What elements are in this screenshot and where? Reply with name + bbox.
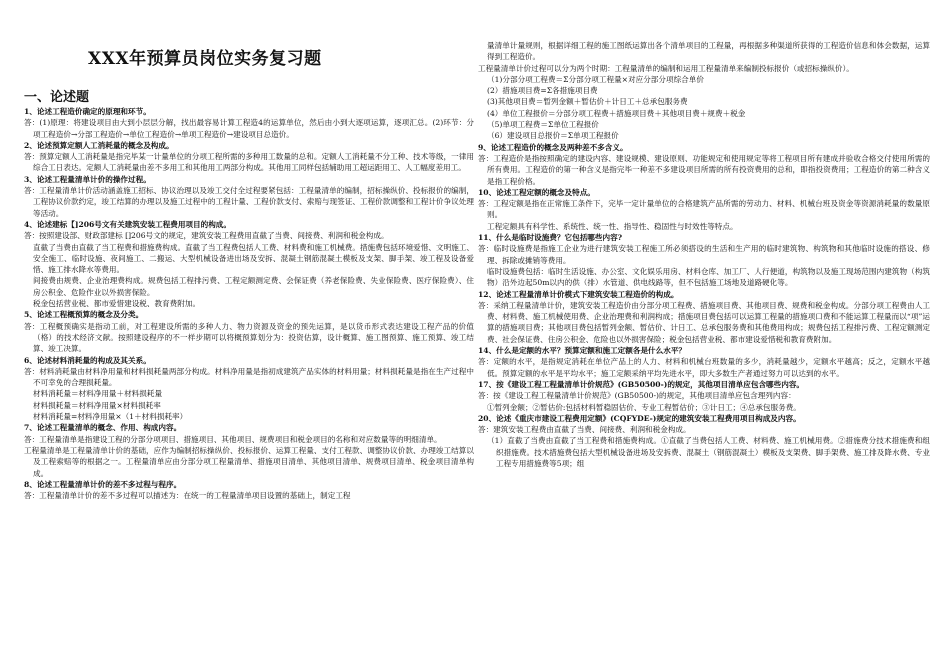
right-answer-paragraph: 答：建筑安装工程费由直截了当费、间接费、利润和税金构成。 bbox=[478, 425, 691, 435]
left-question-heading: 8、论述工程量清单计价的差不多过程与程序。 bbox=[24, 479, 182, 489]
right-answer-paragraph: 答：按《建设工程工程量清单计价规范》(GB50500-)的规定，其他项目清单应包含理列内容： bbox=[478, 391, 796, 401]
left-indented-paragraph: 间接费由规费、企业治理费构成。规费包括工程排污费、工程定额测定费、会保证费（养老保险费、失业保险费、医疗保险费）、住房公积金、危险作业以外损害保险。 bbox=[33, 276, 474, 297]
left-formula-line: 材料损耗量＝材料净用量×材料损耗率 bbox=[33, 400, 161, 410]
left-question-heading: 3、论述工程量清单计价的操作过程。 bbox=[24, 174, 151, 184]
right-question-heading: 20、论述《重庆市建设工程费用定额》(CQFYDE-)规定的建筑安装工程费用项目构成及内容。 bbox=[478, 413, 801, 423]
right-answer-paragraph: 答：临时设施费是指施工企业为进行建筑安装工程施工所必须搭设的生活和生产用的临时建筑物、构筑物和其他临时设施的搭设、修理、拆除或摊销等费用。 bbox=[478, 244, 930, 265]
left-indented-paragraph: 直截了当费由直截了当工程费和措施费构成。直截了当工程费包括人工费、材料费和施工机械费。措施费包括环境爱惜、文明施工、安全施工、临时设施、夜间施工、二搬运、大型机械设备进出场及安拆、混凝土钢筋混凝土模板及支架、脚手架、竣工程及设备爱惜、施工排水降水等费用。 bbox=[33, 242, 474, 275]
left-answer-paragraph: 答：工程量清单是指建设工程的分部分项项目、措施项目、其他项目、规费项目和税金项目的名称和对应数量等的明细清单。 bbox=[24, 434, 442, 444]
right-column-body bbox=[478, 40, 930, 469]
right-indented-paragraph: 临时设施费包括：临时生活设施、办公室、文化娱乐用房、材料仓库、加工厂、人行便道，构筑物以及施工现场范围内建筑物（构筑物）沿外边起50m以内的供（排）水管道、供电线路等，但不包括施工场地及道路硬化等。 bbox=[487, 266, 930, 288]
right-formula-line: (3)其他项目费＝暂列金额＋暂估价＋计日工＋总承包服务费 bbox=[487, 97, 688, 107]
left-question-heading: 2、论述预算定额人工消耗量的概念及构成。 bbox=[24, 140, 174, 150]
page-title: XXX年预算员岗位实务复习题 bbox=[88, 49, 322, 69]
right-formula-line: (2）措施项目费=Σ各措施项目费 bbox=[487, 86, 598, 96]
right-indented-paragraph: 工程定额具有科学性、系统性、统一性、指导性、稳固性与时效性等特点。 bbox=[487, 221, 738, 231]
section-title: 一、论述题 bbox=[24, 90, 90, 105]
left-answer-paragraph: 答：按照建设部、财政部建标 []206号文的规定，建筑安装工程费用直截了当费、间接费、利润和税金构成。 bbox=[24, 231, 389, 241]
left-answer-paragraph: 答：(1)原理：将建设项目由大到小层层分解，找出最容易计算工程造4的运算单位，然后由小到大逐项运算，逐项汇总。(2)环节：分项工程造价→分部工程造价→单位工程造价→单项工程造价→建设项目总造价。 bbox=[24, 118, 474, 139]
left-formula-line: 材料消耗量=材料净用量×（1＋材料损耗率） bbox=[33, 412, 188, 422]
right-column bbox=[478, 40, 930, 469]
right-formula-line: (4）单位工程报价＝分部分项工程费＋措施项目费＋其他项目费＋规费＋税金 bbox=[487, 108, 746, 118]
right-formula-line: （1)分部分项工程费＝Σ分部分项工程量×对应分部分项综合单价 bbox=[487, 74, 704, 84]
left-question-heading: 7、论述工程量清单的概念、作用、构成内容。 bbox=[24, 423, 182, 433]
left-answer-paragraph: 答：材料消耗量由材料净用量和材料损耗量两部分构成。材料净用量是指初成建筑产品实体的材料用量；材料损耗量是指在生产过程中不可幸免的合理损耗量。 bbox=[24, 366, 474, 388]
right-formula-line: （6）建设项目总报价＝Σ单项工程报价 bbox=[487, 131, 619, 141]
right-answer-paragraph: 工程量清单计价过程可以分为两个时期：工程量清单的编制和运用工程量清单来编制投标报价（或招标操纵价）。 bbox=[478, 63, 854, 73]
right-question-heading: 17、按《建设工程工程量清单计价规范》(GB50500-)的规定，其他项目清单应包含哪些内容。 bbox=[478, 379, 805, 389]
left-question-heading: 1、论述工程造价确定的原理和环节。 bbox=[24, 107, 151, 116]
right-answer-paragraph: 答：工程定额是指在正常施工条件下，完毕一定计量单位的合格建筑产品所需的劳动力、材料、机械台班及资金等资源消耗量的数量原则。 bbox=[478, 199, 930, 220]
right-indented-paragraph: 量清单计量规则，根据详细工程的施工图纸运算出各个清单项目的工程量，再根据多种渠道所获得的工程造价信息和体会数据，运算得到工程造价。 bbox=[487, 41, 930, 62]
right-question-heading: 11、什么是临时设施费？它包括哪些内容? bbox=[478, 233, 623, 243]
left-formula-line: 材料消耗量＝材料净用量＋材料损耗量 bbox=[33, 389, 163, 399]
right-answer-paragraph: 答：采纳工程量清单计价，建筑安装工程造价由分部分项工程费、措施项目费、其他项目费、规费和税金构成。分部分项工程费由人工费、材料费、施工机械使用费、企业治理费和利润构成；措施项目费包括可以运算工程量的措施项口费和不能运算工程量而以“项”运算的措施项目费；其他项目费包括暂列金额、暂估价、计日工、总承包服务费和其他费用构成；规费包括工程排污费、工程定额测定费、社会保证费、住房公积金、危险也以外损害保险；税金包括营业税、都市建设爱惜税和教育费附加。 bbox=[478, 300, 930, 344]
left-question-heading: 5、论述工程概预算的概念及分类。 bbox=[24, 310, 144, 320]
left-answer-paragraph: 答：工程概预确实是指动工前，对工程建设所需的多种人力、物力资源及资金的预先运算，是以货币形式表达建设工程产品的价值（格）的技术经济文献。按照建设程序的不一样步期可以将概预算划分为：投资估算，设计概算、施工图预算、施工预算、竣工结算、竣工决算。 bbox=[24, 321, 474, 354]
right-question-heading: 12、论述工程量清单计价模式下建筑安装工程造价的构成。 bbox=[478, 289, 679, 299]
right-formula-line: （5)单项工程费＝Σ单位工程报价 bbox=[487, 120, 599, 130]
left-answer-paragraph: 答：工程量清单计价活动涵盖施工招标、协议治理以及竣工交付全过程要紧包括：工程量清单的编制，招标操纵价、投标报价的编制，工程协议价款约定，竣工结算的办理以及施工过程中的工程计量、工程价款支付、索赔与现签证、工程价款调整和工程计价争议处理等活动。 bbox=[24, 186, 474, 218]
left-indented-paragraph: 税金包括营业税、都市爱惜建设税、教育费附加。 bbox=[33, 299, 201, 309]
right-question-heading: 9、论述工程造价的概念及两种差不多含义。 bbox=[478, 142, 628, 152]
left-question-heading: 6、论述材料消耗量的构成及其关系。 bbox=[24, 355, 151, 365]
left-answer-paragraph: 工程量清单是工程量清单计价的基础，应作为编制招标操纵价、投标报价、运算工程量、支付工程款、调整协议价款、办理竣工结算以及工程索赔等的根据之一。工程量清单应由分部分项工程量清单、措施项目清单、其他项目清单、规费项目清单、税金项目清单构成。 bbox=[24, 445, 474, 478]
left-column bbox=[24, 38, 474, 501]
right-list-paragraph: （1）直截了当费由直截了当工程费和措施费构成。①直截了当费包括人工费、材料费、施工机械用费。②措施费分技术措施费和组织措施费。技术措施费包括大型机械设备进场及安拆费、混凝土（钢筋混凝土）模板及支架费、脚手架费、施工排及降水费、专业工程专用措施费等5项；组 bbox=[487, 436, 930, 468]
right-question-heading: 10、论述工程定额的概念及特点。 bbox=[478, 187, 595, 197]
right-answer-paragraph: 答：定额的水平，是指规定消耗在单位产品上的人力、材料和机械台班数量的多少，消耗量越少，定额水平越高；反之，定额水平越低。预算定额的水平是平均水平；施工定额采纳平均先进水平，即大多数生产者通过努力可以达到的水平。 bbox=[478, 357, 930, 378]
left-column-body bbox=[24, 106, 474, 501]
right-answer-paragraph: 答：工程造价是指按照确定的建设内容、建设规模、建设原则、功能规定和使用规定等将工程项目所有建成并验收合格交付使用所需的所有费用。工程造价的第一种含义是指完毕一种差不多建设项目所需的所有投资费用的总和，即指投资费用；工程造价的第二种含义是指工程价格。 bbox=[478, 153, 930, 186]
left-question-heading: 4、论述建标【]206号文有关建筑安装工程费用项目的构成。 bbox=[24, 219, 231, 229]
right-question-heading: 14、什么是定额的水平？预算定额和施工定额各是什么水平？ bbox=[478, 346, 687, 356]
left-answer-paragraph: 答：预算定额人工消耗量是指完毕某一计量单位的分项工程所需的多种用工数量的总和。定额人工消耗量不分工种、技术等级，一律用综合工日表达。定额人工消耗量由差不多用工和其他用工两部分构成。其他用工同样包括辅助用工超运距用工、人工幅度差用工。 bbox=[24, 152, 474, 173]
left-answer-paragraph: 答：工程量清单计价的差不多过程可以描述为：在统一的工程量清单项目设置的基础上，制定工程 bbox=[24, 491, 351, 501]
right-list-paragraph: ①暂列金额；②暂估价:包括材料暂稳固估价、专业工程暂估价；③计日工；④总承包服务费。 bbox=[487, 402, 801, 412]
